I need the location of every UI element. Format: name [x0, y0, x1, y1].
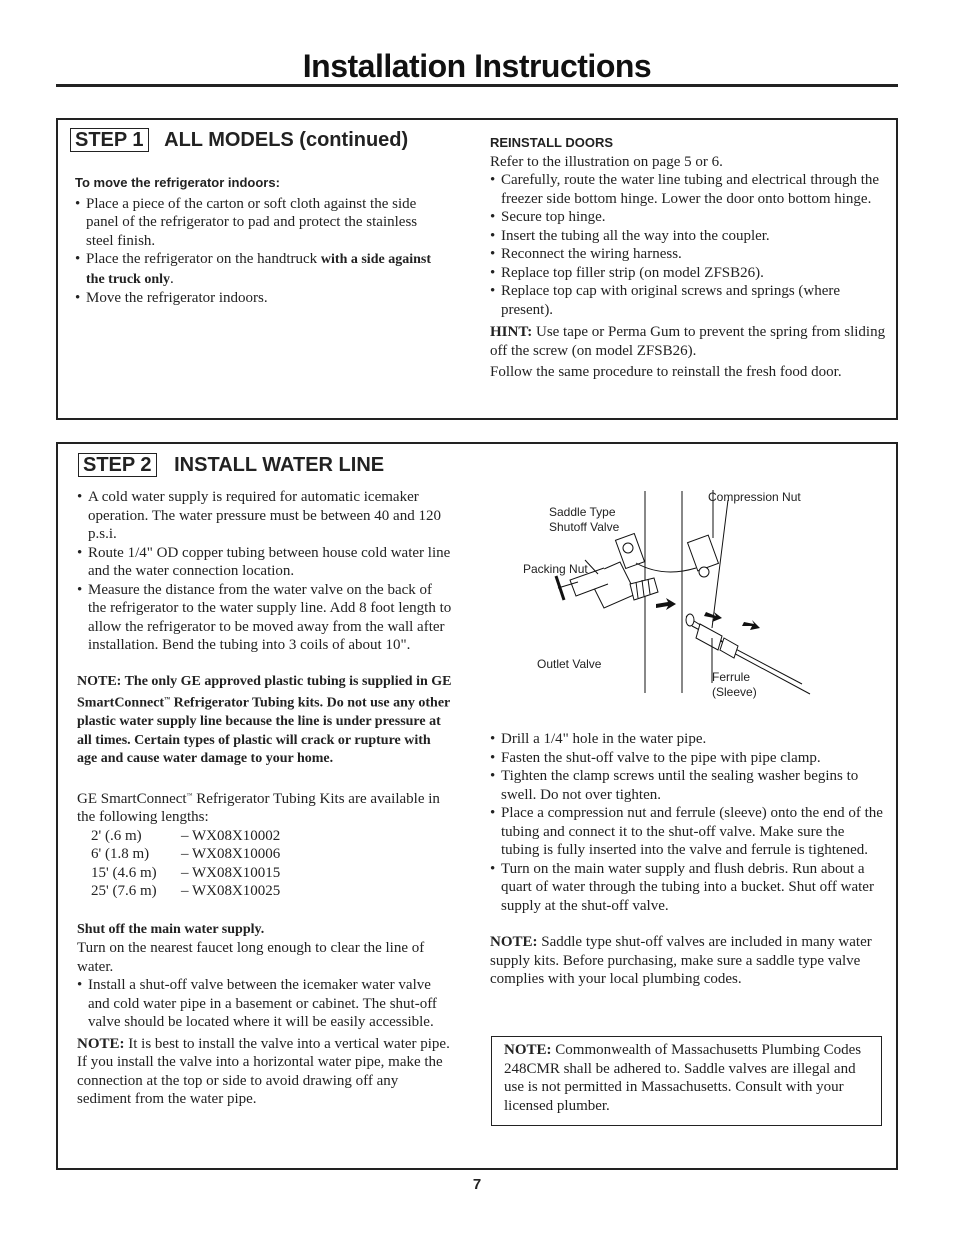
note-text: Commonwealth of Massachusetts Plumbing Codes 248CMR shall be adhered to. Saddle valves are illegal and use is not permitted in Massachusetts. Consult with your licensed plumber. [504, 1042, 862, 1114]
kits-table [77, 827, 453, 901]
kits-intro [77, 787, 453, 827]
page-title: Installation Instructions [302, 48, 652, 84]
saddle-clamp-right [688, 535, 719, 571]
compression-nut [696, 624, 722, 650]
kits-intro-text: Refrigerator Tubing Kits are available in the following lengths: [77, 790, 440, 826]
list-item-text: Place the refrigerator on the handtruck [86, 251, 321, 267]
kit-row [77, 827, 453, 846]
step1-badge: STEP 1 [70, 128, 149, 152]
shutoff-list [77, 976, 453, 1032]
hint-paragraph [490, 323, 890, 360]
list-item-end: . [170, 270, 174, 287]
clamp-screw [623, 543, 633, 553]
shutoff-heading: Shut off the main water supply. [77, 921, 265, 937]
note-text: Refrigerator Tubing kits. Do not use any other plastic water supply line because the line is under pressure at all times. Certain types of plastic will crack or rupture with age and cause water damage to your home. [77, 695, 450, 767]
page-number: 7 [472, 1176, 482, 1193]
note-text: Saddle type shut-off valves are included in many water supply kits. Before purchasing, make sure a saddle type valve complies with your local plumbing codes. [490, 934, 872, 987]
arrow-icon [704, 612, 722, 622]
trademark-mark: ™ [164, 697, 171, 703]
kit-part: – WX08X10015 [181, 864, 281, 881]
label-outlet-valve: Outlet Valve [537, 657, 602, 671]
list-item: • Measure the distance from the water valve on the back of the refrigerator to the water supply line. Add 8 foot length to allow the refrigerator to be moved away from the wall after installation. Bend the tubing into 3 coils of about 10". [77, 581, 453, 655]
ferrule-sleeve [686, 614, 694, 626]
label-packing-nut: Packing Nut [523, 562, 588, 576]
note-text: NOTE: The only GE approved plastic tubing is supplied in GE SmartConnect [77, 673, 452, 711]
step2-heading: INSTALL WATER LINE [174, 454, 385, 476]
kit-length: 6' (1.8 m) [91, 846, 150, 863]
step1-left-column [75, 174, 447, 308]
step2-right-column [490, 730, 884, 989]
list-item: • Reconnect the wiring harness. [490, 245, 890, 264]
reinstall-doors-heading: REINSTALL DOORS [490, 135, 614, 150]
follow-paragraph: Follow the same procedure to reinstall the fresh food door. [490, 364, 842, 380]
list-item: • Secure top hinge. [490, 208, 890, 227]
step2-badge: STEP 2 [78, 453, 157, 477]
step2-left-column [77, 488, 453, 1109]
hint-text: Use tape or Perma Gum to prevent the spring from sliding off the screw (on model ZFSB26). [490, 324, 886, 359]
list-item: • A cold water supply is required for automatic icemaker operation. The water pressure must be between 40 and 120 p.s.i. [77, 488, 453, 544]
list-item [75, 250, 447, 289]
tube-end [720, 638, 738, 658]
massachusetts-note-box [491, 1036, 882, 1126]
shutoff-text: Turn on the nearest faucet long enough to clear the line of water. [77, 940, 425, 975]
kit-length: 15' (4.6 m) [91, 864, 157, 881]
note-label: NOTE: [504, 1042, 552, 1058]
step1-heading: ALL MODELS (continued) [164, 129, 409, 151]
trademark-mark: ™ [186, 792, 193, 799]
list-item: • Replace top cap with original screws and springs (where present). [490, 282, 890, 319]
clamp-screw [699, 567, 709, 577]
move-indoors-list [75, 195, 447, 308]
tubing-warning-note [77, 673, 453, 769]
step1-right-column [490, 134, 890, 382]
list-item: • Insert the tubing all the way into the coupler. [490, 227, 890, 246]
kit-length: 2' (.6 m) [91, 827, 142, 844]
vertical-pipe-note [77, 1035, 453, 1109]
step2-header [78, 453, 384, 477]
move-indoors-heading: To move the refrigerator indoors: [75, 175, 280, 190]
saddle-valve-note [490, 933, 884, 989]
step1-header [70, 128, 408, 152]
kit-part: – WX08X10002 [181, 827, 281, 844]
list-item: • Fasten the shut-off valve to the pipe with pipe clamp. [490, 749, 884, 768]
hint-label: HINT: [490, 324, 533, 340]
kit-part: – WX08X10025 [181, 883, 281, 900]
label-ferrule [712, 670, 757, 700]
installation-steps-list [490, 730, 884, 915]
label-ferrule-line2: (Sleeve) [712, 685, 757, 699]
reinstall-intro: Refer to the illustration on page 5 or 6. [490, 153, 723, 170]
kit-length: 25' (7.6 m) [91, 883, 157, 900]
label-saddle-valve: Saddle Type Shutoff Valve [549, 505, 620, 534]
kit-part: – WX08X10006 [181, 846, 281, 863]
valve-handle [556, 576, 564, 600]
title-rule [56, 84, 898, 87]
note-label: NOTE: [77, 1035, 125, 1052]
arrow-icon [742, 620, 760, 630]
kit-row [77, 864, 453, 883]
list-item: • Turn on the main water supply and flush debris. Run about a quart of water through the tubing into a bucket. Shut off water supply at the shut-off valve. [490, 860, 884, 916]
reinstall-list [490, 171, 890, 319]
list-item: • Replace top filler strip (on model ZFSB26). [490, 264, 890, 283]
list-item-bold: with a side against the truck only [86, 252, 431, 287]
label-compression-nut: Compression Nut [708, 490, 801, 504]
arrow-icon [656, 598, 676, 610]
note-text: It is best to install the valve into a vertical water pipe. If you install the valve into a horizontal water pipe, make the connection at the top or side to avoid drawing off any sediment from the water pipe. [77, 1035, 450, 1108]
list-item: • Place a piece of the carton or soft cloth against the side panel of the refrigerator to pad and protect the stainless steel finish. [75, 195, 447, 251]
kit-row [77, 882, 453, 901]
list-item: • Route 1/4" OD copper tubing between house cold water line and the water connection location. [77, 544, 453, 581]
kits-intro-text: GE SmartConnect [77, 790, 187, 807]
list-item: • Carefully, route the water line tubing and electrical through the freezer side bottom hinge. Lower the door onto bottom hinge. [490, 171, 890, 208]
list-item: • Tighten the clamp screws until the sealing washer begins to swell. Do not over tighten. [490, 767, 884, 804]
outlet-valve [630, 578, 658, 600]
kit-row [77, 845, 453, 864]
label-ferrule-line1: Ferrule [712, 670, 751, 684]
requirements-list [77, 488, 453, 655]
list-item: • Drill a 1/4" hole in the water pipe. [490, 730, 884, 749]
list-item: • Install a shut-off valve between the icemaker water valve and cold water pipe in a basement or cabinet. The shut-off valve should be located where it will be easily accessible. [77, 976, 453, 1032]
list-item: • Move the refrigerator indoors. [75, 289, 447, 308]
note-label: NOTE: [490, 934, 538, 950]
list-item: • Place a compression nut and ferrule (sleeve) onto the end of the tubing and connect it to the shut-off valve. Make sure the tubing is fully inserted into the valve and ferrule is tightened. [490, 804, 884, 860]
